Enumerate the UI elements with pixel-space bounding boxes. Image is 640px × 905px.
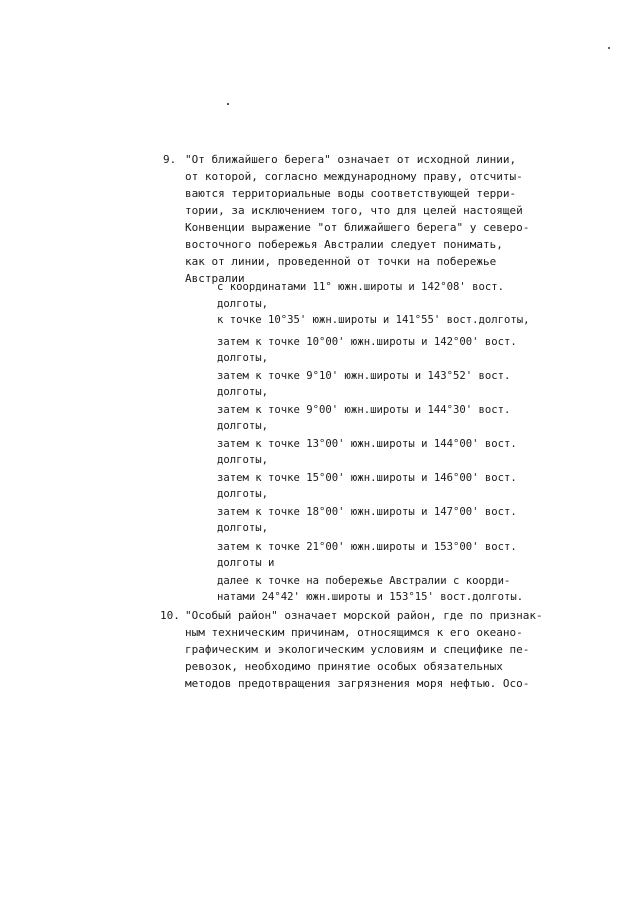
coordinate-line: к точке 10°35' южн.широты и 141°55' вост.долготы, <box>217 314 530 326</box>
coordinate-line: затем к точке 9°10' южн.широты и 143°52' вост. <box>217 370 511 382</box>
coordinate-line: затем к точке 15°00' южн.широты и 146°00' вост. <box>217 472 517 484</box>
paragraph-10-number: 10. <box>160 609 180 622</box>
coordinate-line: долготы, <box>217 352 269 364</box>
paragraph-10-line: методов предотвращения загрязнения моря нефтью. Осо- <box>185 677 530 690</box>
coordinate-line: затем к точке 9°00' южн.широты и 144°30' вост. <box>217 404 511 416</box>
paragraph-10-line: "Особый район" означает морской район, где по признак- <box>185 609 543 622</box>
coordinate-line: долготы и <box>217 557 275 569</box>
coordinate-line: долготы, <box>217 386 269 398</box>
paragraph-9-line: как от линии, проведенной от точки на побережье <box>185 255 497 268</box>
paragraph-10-line: ревозок, необходимо принятие особых обязательных <box>185 660 503 673</box>
paragraph-9-line: ваются территориальные воды соответствующей терри- <box>185 187 517 200</box>
scan-speck-top-left <box>227 103 229 105</box>
paragraph-10-line: графическим и экологическим условиям и специфике пе- <box>185 643 530 656</box>
paragraph-9-line: от которой, согласно международному праву, отсчиты- <box>185 170 523 183</box>
coordinate-line: затем к точке 13°00' южн.широты и 144°00' вост. <box>217 438 517 450</box>
scan-speck-top-right <box>608 47 610 49</box>
coordinate-line: затем к точке 18°00' южн.широты и 147°00' вост. <box>217 506 517 518</box>
coordinate-line: долготы, <box>217 522 269 534</box>
paragraph-9-line: Конвенции выражение "от ближайшего берега" у северо- <box>185 221 530 234</box>
coordinate-line: затем к точке 21°00' южн.широты и 153°00' вост. <box>217 541 517 553</box>
coordinate-line: с координатами 11° южн.широты и 142°08' вост. <box>217 281 505 293</box>
coordinate-line: долготы, <box>217 454 269 466</box>
coordinate-line: долготы, <box>217 488 269 500</box>
paragraph-9-line: тории, за исключением того, что для целей настоящей <box>185 204 523 217</box>
coordinate-line: долготы, <box>217 420 269 432</box>
coordinate-line: долготы, <box>217 298 269 310</box>
coordinate-line: далее к точке на побережье Австралии с коорди- <box>217 575 511 587</box>
paragraph-9-line: Австралии <box>185 272 245 285</box>
paragraph-9-line: "От ближайшего берега" означает от исходной линии, <box>185 153 517 166</box>
paragraph-9-line: восточного побережья Австралии следует понимать, <box>185 238 503 251</box>
paragraph-9-number: 9. <box>163 153 177 166</box>
paragraph-10-line: ным техническим причинам, относящимся к его океано- <box>185 626 523 639</box>
coordinate-line: натами 24°42' южн.широты и 153°15' вост.долготы. <box>217 591 524 603</box>
coordinate-line: затем к точке 10°00' южн.широты и 142°00' вост. <box>217 336 517 348</box>
